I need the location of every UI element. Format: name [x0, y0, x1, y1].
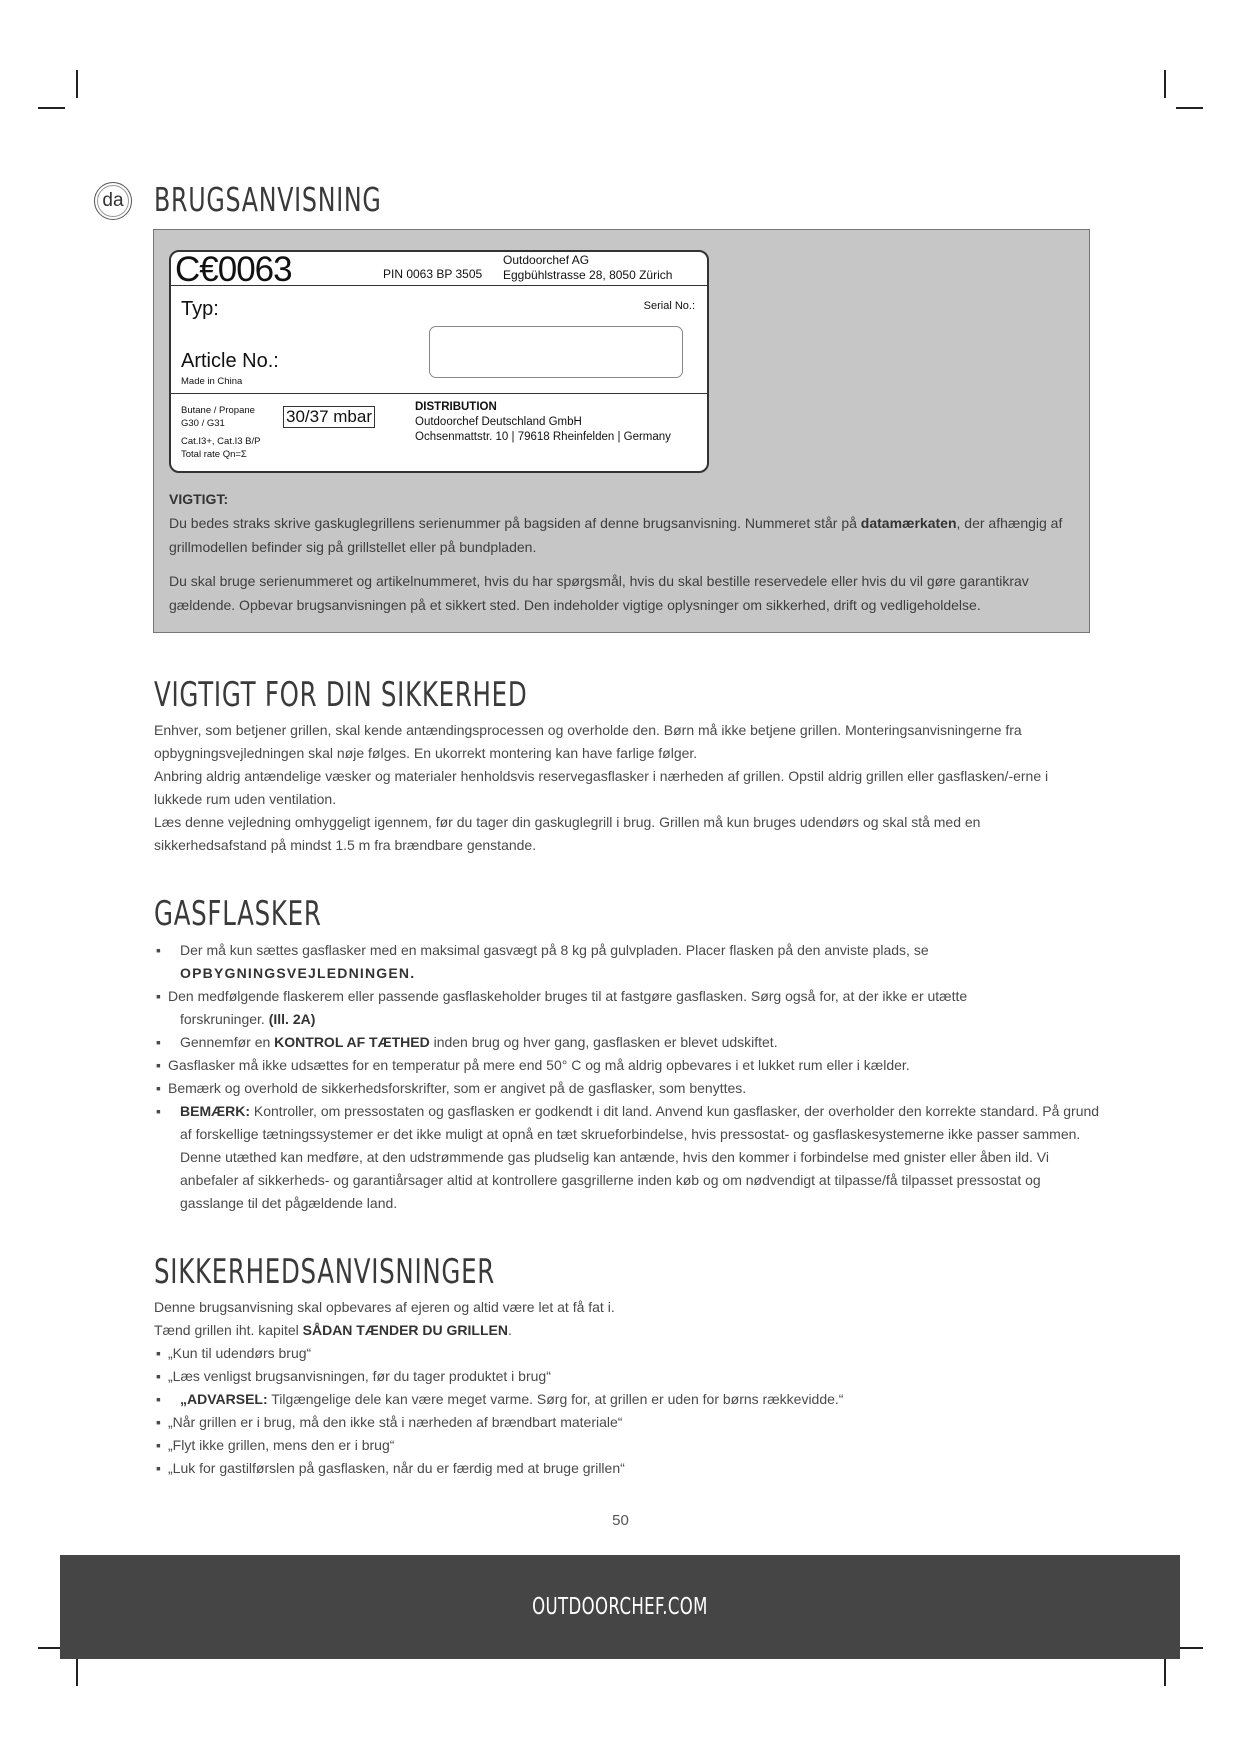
section-heading: GASFLASKER [154, 894, 322, 934]
crop-mark [76, 1658, 78, 1686]
footer-bar [60, 1555, 1180, 1659]
gas-list [154, 939, 1104, 1215]
ce-mark: C€0063 [175, 250, 292, 289]
crop-mark [1164, 70, 1166, 98]
list-item: ▪ Der må kun sættes gasflasker med en maksimal gasvægt på 8 kg på gulvpladen. Placer flasken på den anviste plads, se OPBYGNINGSVEJLEDNINGEN. [156, 942, 929, 981]
crop-mark [38, 107, 65, 109]
important-paragraph: Du skal bruge serienummeret og artikelnummeret, hvis du har spørgsmål, hvis du skal bestille reservedele eller hvis du vil gøre garantikrav gældende. Opbevar brugsanvisningen på et sikkert sted. Den indeholder vigtige oplysninger om sikkerhed, drift og vedligeholdelse. [169, 573, 1029, 613]
distribution-info: DISTRIBUTION Outdoorchef Deutschland GmbH Ochsenmattstr. 10 | 79618 Rheinfelden | Germany [415, 401, 671, 443]
crop-mark [1164, 1658, 1166, 1686]
safety-text [154, 719, 1094, 857]
paragraph: Enhver, som betjener grillen, skal kende antændingsprocessen og overholde den. Børn må ikke betjene grillen. Monteringsanvisningerne fra opbygningsvejledningen skal nøje følges. En ukorrekt montering kan have farlige følger. [154, 722, 1022, 761]
category-info: Cat.I3+, Cat.I3 B/P Total rate Qn=Σ [181, 436, 261, 460]
pressure-rating: 30/37 mbar [283, 406, 375, 428]
section-heading: VIGTIGT FOR DIN SIKKERHED [154, 675, 528, 715]
list-item: ▪ „Læs venligst brugsanvisningen, før du tager produktet i brug“ [156, 1368, 551, 1384]
language-badge: da [94, 182, 132, 220]
list-item: ▪ „Kun til udendørs brug“ [156, 1345, 312, 1361]
list-item: ▪ Den medfølgende flaskerem eller passende gasflaskeholder bruges til at fastgøre gasflasken. Sørg også for, at der ikke er utætte forskruninger. (Ill. 2A) [156, 988, 968, 1027]
made-in: Made in China [181, 376, 243, 387]
divider [171, 393, 707, 394]
instructions-list [154, 1342, 1104, 1480]
instructions-text [154, 1296, 1094, 1342]
page-title: BRUGSANVISNING [154, 180, 382, 219]
list-item: ▪ BEMÆRK: Kontroller, om pressostaten og gasflasken er godkendt i dit land. Anvend kun gasflasker, der overholder den korrekte standard. På grund af forskellige tætningssystemer er det ikke muligt at opnå en tæt skrueforbindelse, hvis pressostat- og gasflaskesystemerne ikke passer sammen. Denne utæthed kan medføre, at den udstrømmende gas pludselig kan antænde, hvis den kommer i forbindelse med gnister eller åben ild. Vi anbefaler af sikkerheds- og garantiårsager altid at kontrollere gasgrillerne inden køb og om nødvendigt at tilpasse/få tilpasset pressostat og gasslange til det pågældende land. [156, 1103, 1100, 1211]
pin-number: PIN 0063 BP 3505 [383, 267, 483, 281]
manufacturer-address: Eggbühlstrasse 28, 8050 Zürich [503, 268, 673, 282]
crop-mark [1176, 107, 1203, 109]
list-item: ▪ „Luk for gastilførslen på gasflasken, når du er færdig med at bruge grillen“ [156, 1460, 625, 1476]
footer-website: OUTDOORCHEF.COM [532, 1594, 708, 1620]
list-item: ▪ „ADVARSEL: Tilgængelige dele kan være meget varme. Sørg for, at grillen er uden for børns rækkevidde.“ [156, 1391, 844, 1407]
paragraph: Læs denne vejledning omhyggeligt igennem, før du tager din gaskuglegrill i brug. Grillen må kun bruges udendørs og skal stå med en sikkerhedsafstand på mindst 1.5 m fra brændbare genstande. [154, 814, 981, 853]
list-item: ▪ Bemærk og overhold de sikkerhedsforskrifter, som er angivet på de gasflasker, som benyttes. [156, 1080, 747, 1096]
fuel-type: Butane / Propane G30 / G31 [181, 405, 255, 429]
list-item: ▪ „Flyt ikke grillen, mens den er i brug“ [156, 1437, 395, 1453]
paragraph: Denne brugsanvisning skal opbevares af ejeren og altid være let at få fat i. [154, 1299, 615, 1315]
list-item: ▪ Gennemfør en KONTROL AF TÆTHED inden brug og hver gang, gasflasken er blevet udskiftet. [156, 1034, 778, 1050]
important-heading: VIGTIGT: [169, 491, 229, 507]
important-paragraph: Du bedes straks skrive gaskuglegrillens serienummer på bagsiden af denne brugsanvisning. Nummeret står på datamærkaten, der afhængig af grillmodellen befinder sig på grillstellet eller på bundpladen. [169, 515, 1063, 555]
list-item: ▪ Gasflasker må ikke udsættes for en temperatur på mere end 50° C og må aldrig opbevares i et lukket rum eller i kælder. [156, 1057, 910, 1073]
crop-mark [1176, 1647, 1203, 1649]
important-text [169, 487, 1074, 617]
section-heading: SIKKERHEDSANVISNINGER [154, 1252, 496, 1292]
crop-mark [76, 70, 78, 98]
serial-number-box [429, 326, 683, 378]
paragraph: Tænd grillen iht. kapitel SÅDAN TÆNDER DU GRILLEN. [154, 1322, 512, 1338]
manufacturer-name: Outdoorchef AG [503, 253, 590, 267]
article-label: Article No.: [181, 350, 279, 372]
important-box [153, 229, 1090, 633]
rating-label-plate [169, 250, 709, 473]
manufacturer [503, 253, 672, 283]
serial-label: Serial No.: [643, 300, 695, 312]
paragraph: Anbring aldrig antændelige væsker og materialer henholdsvis reservegasflasker i nærheden af grillen. Opstil aldrig grillen eller gasflasken/-erne i lukkede rum uden ventilation. [154, 768, 1049, 807]
page-number: 50 [612, 1512, 629, 1529]
list-item: ▪ „Når grillen er i brug, må den ikke stå i nærheden af brændbart materiale“ [156, 1414, 623, 1430]
type-label: Typ: [181, 298, 219, 320]
